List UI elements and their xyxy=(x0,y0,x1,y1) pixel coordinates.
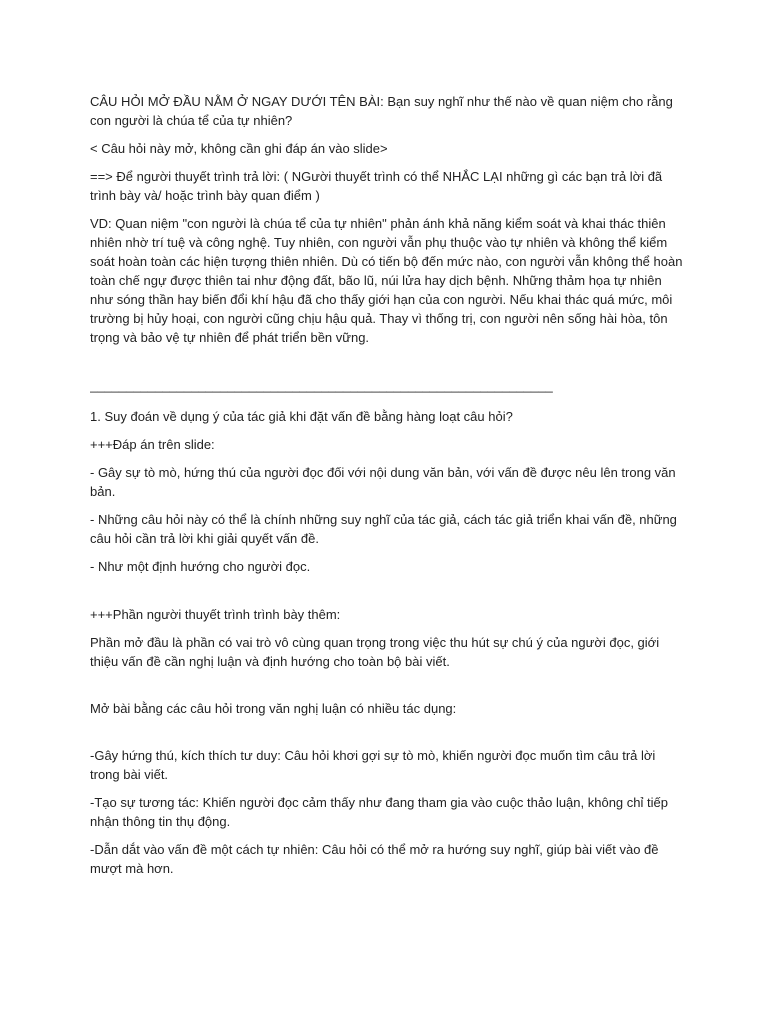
answer-point: - Gây sự tò mò, hứng thú của người đọc đối với nội dung văn bản, với vấn đề được nêu lên trong văn bản. xyxy=(90,465,676,499)
presenter-note: ==> Để người thuyết trình trả lời: ( NGười thuyết trình có thể NHẮC LẠI những gì các bạn trả lời đã trình bày và/ hoặc trình bày quan điểm ) xyxy=(90,169,663,203)
answer-point: - Những câu hỏi này có thể là chính những suy nghĩ của tác giả, cách tác giả triển khai vấn đề, những câu hỏi cần trả lời khi giải quyết vấn đề. xyxy=(90,512,677,546)
document-page xyxy=(90,92,686,887)
example-paragraph: VD: Quan niệm "con người là chúa tể của tự nhiên" phản ánh khả năng kiểm soát và khai thác thiên nhiên nhờ trí tuệ và công nghệ. Tuy nhiên, con người vẫn phụ thuộc vào tự nhiên và không thể kiểm soát hoàn toàn các hiện tượng thiên nhiên. Dù có tiến bộ đến mức nào, con người vẫn không thể hoàn toàn chế ngự được thiên tai như động đất, bão lũ, núi lửa hay dịch bệnh. Những thảm họa tự nhiên như sóng thần hay biến đổi khí hậu đã cho thấy giới hạn của con người. Nếu khai thác quá mức, môi trường bị hủy hoại, con người cũng chịu hậu quả. Thay vì thống trị, con người nên sống hài hòa, tôn trọng và bảo vệ tự nhiên để phát triển bền vững. xyxy=(90,216,683,345)
presenter-extra-heading: +++Phần người thuyết trình trình bày thêm: xyxy=(90,607,341,622)
answer-on-slide-heading: +++Đáp án trên slide: xyxy=(90,437,215,452)
effects-intro: Mở bài bằng các câu hỏi trong văn nghị luận có nhiều tác dụng: xyxy=(90,701,457,716)
spacer xyxy=(90,585,686,605)
separator-line: ________________________________________________________________ xyxy=(90,378,553,393)
effect-item: -Gây hứng thú, kích thích tư duy: Câu hỏi khơi gợi sự tò mò, khiến người đọc muốn tìm câu trả lời trong bài viết. xyxy=(90,748,656,782)
open-question: CÂU HỎI MỞ ĐẦU NẰM Ở NGAY DƯỚI TÊN BÀI: Bạn suy nghĩ như thế nào về quan niệm cho rằng con người là chúa tể của tự nhiên? xyxy=(90,94,673,128)
presenter-extra-text: Phần mở đầu là phần có vai trò vô cùng quan trọng trong việc thu hút sự chú ý của người đọc, giới thiệu vấn đề cần nghị luận và định hướng cho toàn bộ bài viết. xyxy=(90,635,660,669)
note-no-answer: < Câu hỏi này mở, không cần ghi đáp án vào slide> xyxy=(90,141,388,156)
effect-item: -Tạo sự tương tác: Khiến người đọc cảm thấy như đang tham gia vào cuộc thảo luận, không chỉ tiếp nhận thông tin thụ động. xyxy=(90,795,668,829)
spacer xyxy=(90,727,686,746)
question-1: 1. Suy đoán về dụng ý của tác giả khi đặt vấn đề bằng hàng loạt câu hỏi? xyxy=(90,409,513,424)
spacer xyxy=(90,680,686,699)
answer-point: - Như một định hướng cho người đọc. xyxy=(90,559,311,574)
effect-item: -Dẫn dắt vào vấn đề một cách tự nhiên: Câu hỏi có thể mở ra hướng suy nghĩ, giúp bài viết vào đề mượt mà hơn. xyxy=(90,842,659,876)
spacer xyxy=(90,356,686,376)
